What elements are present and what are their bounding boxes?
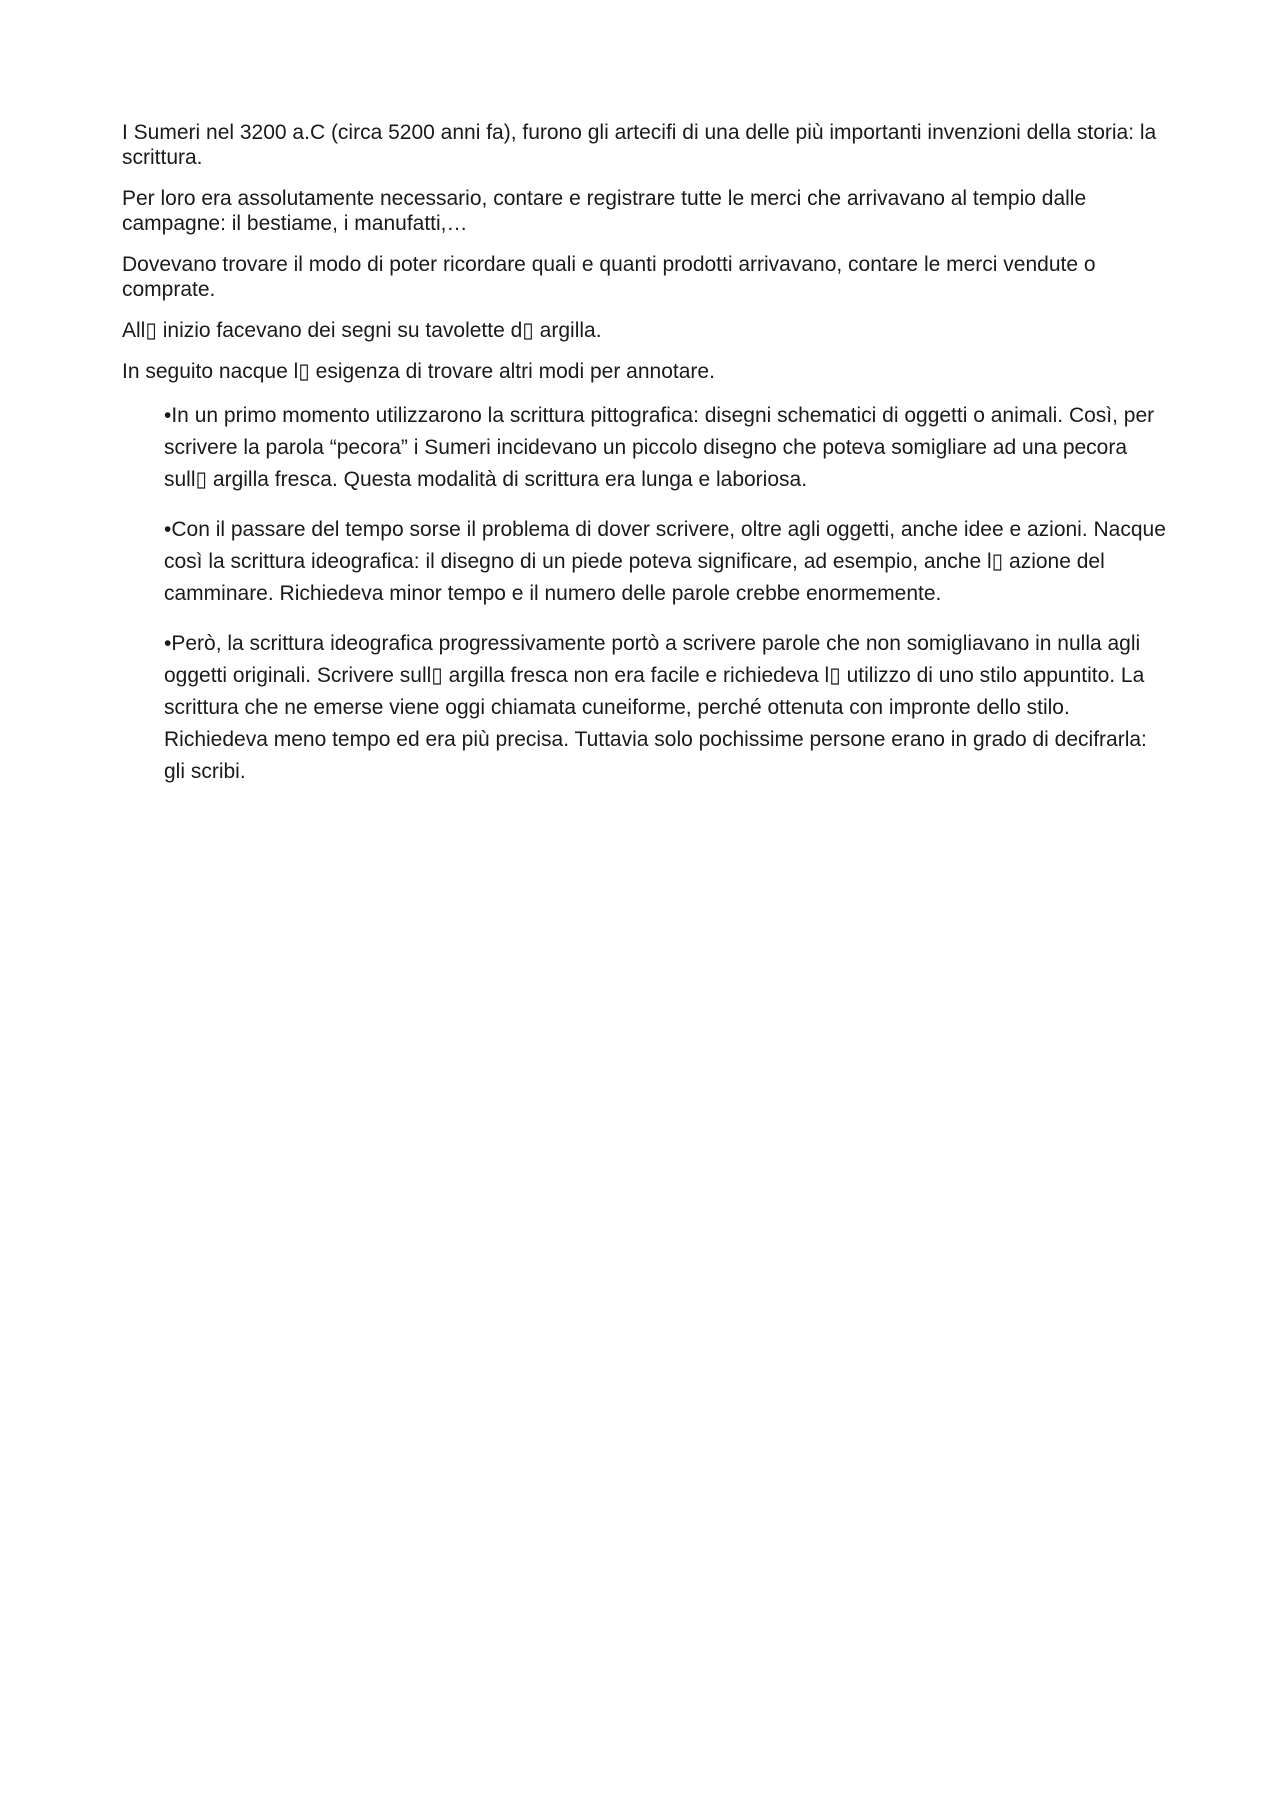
paragraph-merci: Per loro era assolutamente necessario, contare e registrare tutte le merci che arrivavano al tempio dalle campagne: il bestiame, i manufatti,…: [122, 187, 1087, 235]
paragraph-esigenza: In seguito nacque l▯ esigenza di trovare altri modi per annotare.: [122, 360, 715, 383]
bullet-cuneiforme: •Però, la scrittura ideografica progressivamente portò a scrivere parole che non somigliavano in nulla agli oggetti originali. Scrivere sull▯ argilla fresca non era facile e richiedeva l▯ utilizzo di uno stilo appuntito. La scrittura che ne emerse viene oggi chiamata cuneiforme, perché ottenuta con impronte dello stilo. Richiedeva meno tempo ed era più precisa. Tuttavia solo pochissime persone erano in grado di decifrarla: gli scribi.: [164, 632, 1147, 783]
bullet-ideografica: •Con il passare del tempo sorse il problema di dover scrivere, oltre agli oggetti, anche idee e azioni. Nacque così la scrittura ideografica: il disegno di un piede poteva significare, ad esempio, anche l▯ azione del camminare. Richiedeva minor tempo e il numero delle parole crebbe enormemente.: [164, 518, 1166, 605]
document-body: [122, 120, 1172, 806]
paragraph-tavolette: All▯ inizio facevano dei segni su tavolette d▯ argilla.: [122, 319, 602, 342]
bullet-pittografica: •In un primo momento utilizzarono la scrittura pittografica: disegni schematici di oggetti o animali. Così, per scrivere la parola “pecora” i Sumeri incidevano un piccolo disegno che poteva somigliare ad una pecora sull▯ argilla fresca. Questa modalità di scrittura era lunga e laboriosa.: [164, 404, 1155, 491]
paragraph-prodotti: Dovevano trovare il modo di poter ricordare quali e quanti prodotti arrivavano, contare le merci vendute o comprate.: [122, 253, 1096, 301]
paragraph-intro: I Sumeri nel 3200 a.C (circa 5200 anni fa), furono gli artecifi di una delle più importanti invenzioni della storia: la scrittura.: [122, 121, 1157, 169]
bullet-list: [122, 400, 1172, 788]
